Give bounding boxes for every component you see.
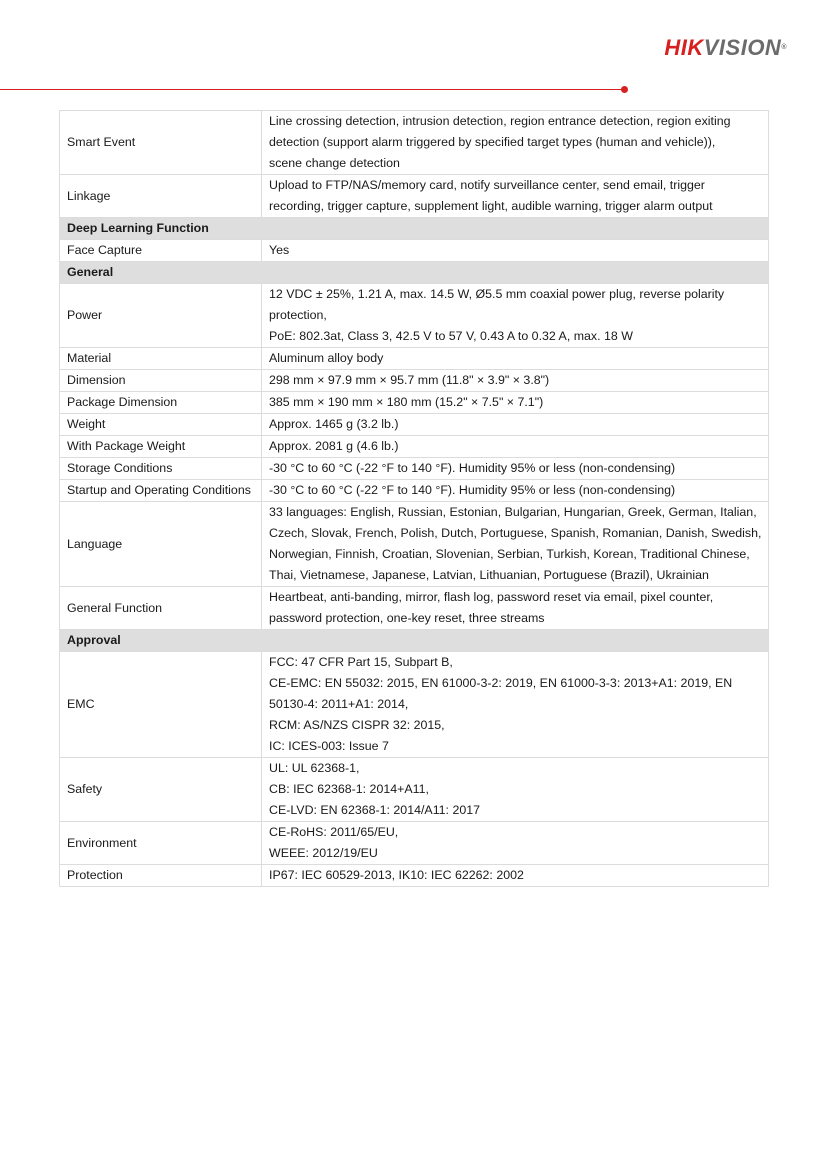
section-title: Approval (60, 630, 769, 652)
spec-label (60, 587, 262, 630)
spec-value-line: RCM: AS/NZS CISPR 32: 2015, (269, 718, 445, 732)
spec-label (60, 111, 262, 175)
spec-label-text: Material (67, 351, 112, 365)
spec-value-line: CB: IEC 62368-1: 2014+A11, (269, 782, 429, 796)
spec-label-text: EMC (67, 697, 95, 711)
spec-row (60, 348, 769, 370)
spec-row (60, 587, 769, 630)
spec-label-text: Face Capture (67, 243, 143, 257)
spec-value-line: Line crossing detection, intrusion detection, region entrance detection, region exiting (269, 114, 731, 128)
spec-row (60, 652, 769, 758)
spec-row (60, 865, 769, 887)
spec-label (60, 480, 262, 502)
spec-value (262, 587, 769, 630)
spec-label-text: General Function (67, 600, 163, 615)
spec-label-text: Environment (67, 835, 137, 850)
spec-label (60, 502, 262, 587)
spec-label-text: Dimension (67, 373, 126, 387)
spec-value-line: Approx. 1465 g (3.2 lb.) (269, 417, 399, 431)
spec-row (60, 240, 769, 262)
spec-label-text: Safety (67, 782, 103, 796)
spec-value (262, 758, 769, 822)
spec-value (262, 240, 769, 262)
spec-label (60, 392, 262, 414)
spec-label-text: Protection (67, 868, 123, 882)
spec-value-line: FCC: 47 CFR Part 15, Subpart B, (269, 655, 453, 669)
spec-row (60, 758, 769, 822)
spec-row (60, 414, 769, 436)
spec-label-text: Startup and Operating Conditions (67, 483, 251, 497)
spec-value-line: Upload to FTP/NAS/memory card, notify surveillance center, send email, trigger (269, 178, 705, 192)
section-title: Deep Learning Function (60, 218, 769, 240)
spec-value (262, 392, 769, 414)
spec-value-line: password protection, one-key reset, three streams (269, 611, 545, 625)
spec-label (60, 865, 262, 887)
section-title: General (60, 262, 769, 284)
spec-value (262, 111, 769, 175)
spec-value-line: UL: UL 62368-1, (269, 761, 360, 775)
header-divider-dot (621, 86, 628, 93)
spec-label (60, 436, 262, 458)
spec-row (60, 502, 769, 587)
spec-value-line: Aluminum alloy body (269, 351, 384, 365)
spec-row (60, 436, 769, 458)
spec-value-line: CE-LVD: EN 62368-1: 2014/A11: 2017 (269, 803, 481, 817)
spec-value (262, 822, 769, 865)
spec-value-line: Approx. 2081 g (4.6 lb.) (269, 439, 399, 453)
section-header-row (60, 630, 769, 652)
logo-text-vision: VISION (703, 35, 782, 60)
spec-label (60, 348, 262, 370)
spec-label (60, 370, 262, 392)
spec-label-text: Power (67, 308, 103, 322)
spec-table (59, 110, 769, 887)
spec-label-text: Linkage (67, 188, 111, 203)
spec-label (60, 652, 262, 758)
spec-value (262, 502, 769, 587)
spec-value (262, 370, 769, 392)
logo-text-hik: HIK (664, 35, 704, 60)
spec-value-line: recording, trigger capture, supplement light, audible warning, trigger alarm output (269, 199, 713, 213)
spec-label-text: Language (67, 536, 123, 551)
spec-value (262, 348, 769, 370)
spec-row (60, 370, 769, 392)
spec-value-line: CE-EMC: EN 55032: 2015, EN 61000-3-2: 2019, EN 61000-3-3: 2013+A1: 2019, EN (269, 676, 733, 690)
spec-value-line: 298 mm × 97.9 mm × 95.7 mm (11.8" × 3.9" × 3.8") (269, 373, 550, 387)
spec-label-text: Weight (67, 417, 106, 431)
spec-value (262, 480, 769, 502)
spec-label (60, 175, 262, 218)
spec-row (60, 175, 769, 218)
spec-value-line: scene change detection (269, 156, 400, 170)
spec-value (262, 865, 769, 887)
spec-value-line: 33 languages: English, Russian, Estonian, Bulgarian, Hungarian, Greek, German, Italian, (269, 505, 757, 519)
spec-value (262, 284, 769, 348)
spec-value (262, 458, 769, 480)
spec-value-line: Czech, Slovak, French, Polish, Dutch, Portuguese, Spanish, Romanian, Danish, Swedish, (269, 526, 762, 540)
spec-value (262, 652, 769, 758)
spec-row (60, 392, 769, 414)
section-header-row (60, 218, 769, 240)
spec-value-line: -30 °C to 60 °C (-22 °F to 140 °F). Humidity 95% or less (non-condensing) (269, 483, 676, 497)
spec-label (60, 284, 262, 348)
section-header-row (60, 262, 769, 284)
spec-value (262, 436, 769, 458)
spec-value-line: WEEE: 2012/19/EU (269, 846, 378, 860)
spec-value-line: protection, (269, 308, 327, 322)
spec-row (60, 284, 769, 348)
spec-value-line: IP67: IEC 60529-2013, IK10: IEC 62262: 2002 (269, 868, 524, 882)
spec-value-line: 12 VDC ± 25%, 1.21 A, max. 14.5 W, Ø5.5 mm coaxial power plug, reverse polarity (269, 287, 725, 301)
spec-label (60, 458, 262, 480)
spec-value-line: 385 mm × 190 mm × 180 mm (15.2" × 7.5" × 7.1") (269, 395, 544, 409)
spec-row (60, 458, 769, 480)
spec-label (60, 414, 262, 436)
spec-value-line: 50130-4: 2011+A1: 2014, (269, 697, 409, 711)
spec-label (60, 758, 262, 822)
spec-value-line: -30 °C to 60 °C (-22 °F to 140 °F). Humidity 95% or less (non-condensing) (269, 461, 676, 475)
spec-value (262, 414, 769, 436)
spec-label-text: Storage Conditions (67, 461, 173, 475)
spec-value-line: Norwegian, Finnish, Croatian, Slovenian, Serbian, Turkish, Korean, Traditional Chinese, (269, 547, 750, 561)
spec-value-line: IC: ICES-003: Issue 7 (269, 739, 389, 753)
spec-value-line: PoE: 802.3at, Class 3, 42.5 V to 57 V, 0.43 A to 0.32 A, max. 18 W (269, 329, 633, 343)
spec-label (60, 240, 262, 262)
spec-value-line: Heartbeat, anti-banding, mirror, flash log, password reset via email, pixel counter, (269, 590, 714, 604)
spec-row (60, 480, 769, 502)
header-divider-line (0, 89, 622, 90)
spec-label-text: Package Dimension (67, 395, 178, 409)
spec-value (262, 175, 769, 218)
spec-value-line: Yes (269, 243, 290, 257)
spec-row (60, 111, 769, 175)
spec-label-text: Smart Event (67, 135, 136, 149)
spec-label-text: With Package Weight (67, 439, 186, 453)
spec-value-line: CE-RoHS: 2011/65/EU, (269, 825, 399, 839)
spec-value-line: detection (support alarm triggered by specified target types (human and vehicle)), (269, 135, 716, 149)
spec-value-line: Thai, Vietnamese, Japanese, Latvian, Lithuanian, Portuguese (Brazil), Ukrainian (269, 568, 709, 582)
spec-table-body (60, 111, 769, 887)
logo-registered-mark: ® (781, 44, 787, 51)
spec-label (60, 822, 262, 865)
hikvision-logo (664, 36, 787, 60)
spec-row (60, 822, 769, 865)
